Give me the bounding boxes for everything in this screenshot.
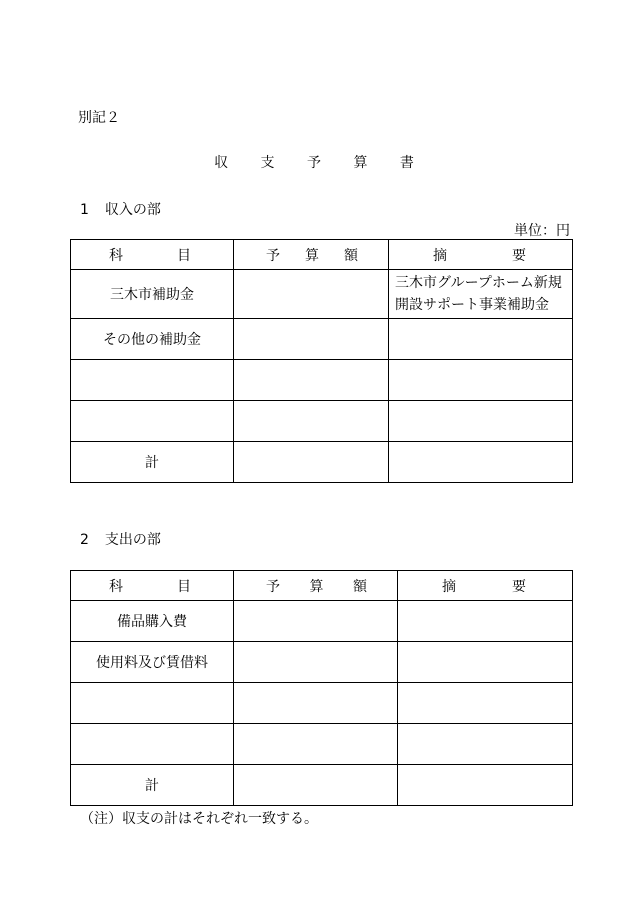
income-table	[70, 239, 573, 483]
table-row	[71, 401, 573, 442]
cell-summary	[398, 724, 573, 765]
cell-subject: 使用料及び賃借料	[71, 642, 234, 683]
table-row	[71, 601, 573, 642]
cell-subject-total: 計	[71, 765, 234, 806]
cell-summary	[398, 765, 573, 806]
unit-label: 単位：円	[514, 223, 570, 239]
table-row	[71, 360, 573, 401]
table-row	[71, 642, 573, 683]
expense-section-heading	[80, 529, 161, 549]
cell-subject	[71, 683, 234, 724]
cell-budget	[234, 270, 389, 319]
cell-subject: その他の補助金	[71, 319, 234, 360]
table-total-row	[71, 765, 573, 806]
cell-summary	[389, 360, 573, 401]
cell-budget	[234, 401, 389, 442]
cell-summary	[389, 319, 573, 360]
expense-table	[70, 570, 573, 806]
section-number: 1	[80, 202, 89, 218]
cell-subject	[71, 401, 234, 442]
table-row	[71, 319, 573, 360]
cell-budget	[234, 601, 398, 642]
title-char: 予	[307, 155, 323, 171]
cell-budget	[234, 360, 389, 401]
table-header-row	[71, 240, 573, 270]
cell-budget	[234, 642, 398, 683]
cell-summary	[389, 442, 573, 483]
header-budget: 予 算 額	[234, 240, 389, 270]
cell-subject: 三木市補助金	[71, 270, 234, 319]
header-subject: 科 目	[71, 571, 234, 601]
title-char: 書	[399, 155, 416, 171]
income-section-heading	[80, 199, 161, 219]
title-char: 算	[353, 155, 370, 171]
section-number: 2	[80, 532, 89, 548]
header-subject: 科 目	[71, 240, 234, 270]
cell-summary	[398, 683, 573, 724]
title-char: 収	[214, 155, 231, 171]
cell-budget	[234, 765, 398, 806]
cell-summary	[398, 601, 573, 642]
table-row	[71, 724, 573, 765]
cell-summary	[398, 642, 573, 683]
cell-budget	[234, 442, 389, 483]
title-char: 支	[260, 155, 277, 171]
cell-budget	[234, 319, 389, 360]
cell-subject-total: 計	[71, 442, 234, 483]
table-row	[71, 270, 573, 319]
table-row	[71, 683, 573, 724]
header-budget: 予 算 額	[234, 571, 398, 601]
cell-budget	[234, 683, 398, 724]
cell-budget	[234, 724, 398, 765]
cell-subject: 備品購入費	[71, 601, 234, 642]
document-title	[0, 152, 630, 172]
header-summary: 摘 要	[398, 571, 573, 601]
table-total-row	[71, 442, 573, 483]
section-title: 収入の部	[104, 202, 161, 218]
cell-summary: 三木市グループホーム新規開設サポート事業補助金	[389, 270, 573, 319]
appendix-label: 別記２	[78, 110, 120, 126]
footnote: （注）収支の計はそれぞれ一致する。	[80, 811, 318, 827]
section-title: 支出の部	[104, 532, 161, 548]
table-header-row	[71, 571, 573, 601]
cell-subject	[71, 360, 234, 401]
cell-summary	[389, 401, 573, 442]
header-summary: 摘 要	[389, 240, 573, 270]
cell-subject	[71, 724, 234, 765]
